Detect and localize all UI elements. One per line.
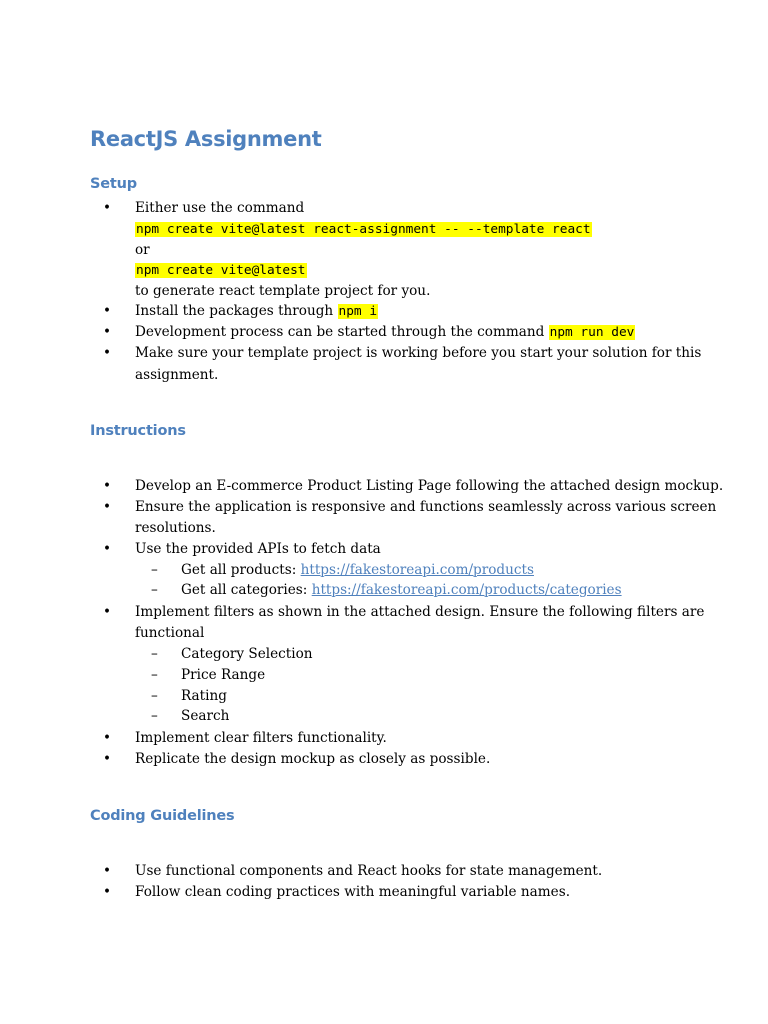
bullet: •	[103, 863, 112, 879]
setup-item-4-line-2: assignment.	[135, 367, 219, 383]
bullet: •	[103, 303, 112, 319]
instructions-item-6-text: Replicate the design mockup as closely as possible.	[135, 751, 491, 767]
setup-generate-text: to generate react template project for you.	[135, 283, 431, 299]
npm-run-dev-code: npm run dev	[549, 325, 635, 340]
bullet: •	[103, 541, 112, 557]
instructions-item-1-text: Develop an E-commerce Product Listing Page following the attached design mockup.	[135, 478, 724, 494]
dash: –	[151, 688, 158, 704]
setup-item-2-text: Install the packages through	[135, 303, 334, 319]
bullet: •	[103, 324, 112, 340]
filter-item-text: Rating	[181, 688, 227, 704]
api-categories-label: Get all categories:	[181, 582, 308, 598]
instructions-heading: Instructions	[90, 423, 186, 439]
command-plain-code: npm create vite@latest	[136, 263, 306, 278]
dash: –	[151, 562, 158, 578]
instructions-item-2-line-2: resolutions.	[135, 520, 216, 536]
filter-item-text: Price Range	[181, 667, 266, 683]
api-products-link[interactable]: https://fakestoreapi.com/products	[300, 562, 534, 578]
instructions-item-4-line-1: Implement filters as shown in the attached design. Ensure the following filters are	[135, 604, 705, 620]
bullet: •	[103, 884, 112, 900]
setup-item-4-line-1: Make sure your template project is working before you start your solution for this	[135, 345, 702, 361]
document-title: ReactJS Assignment	[90, 127, 322, 151]
bullet: •	[103, 604, 112, 620]
filter-item-text: Search	[181, 708, 230, 724]
instructions-item-4-line-2: functional	[135, 625, 205, 641]
setup-heading: Setup	[90, 176, 137, 192]
instructions-item-5-text: Implement clear filters functionality.	[135, 730, 387, 746]
api-products-label: Get all products:	[181, 562, 297, 578]
setup-or-text: or	[135, 242, 150, 258]
guidelines-item-1-text: Use functional components and React hooks for state management.	[135, 863, 603, 879]
instructions-item-2-line-1: Ensure the application is responsive and functions seamlessly across various screen	[135, 499, 717, 515]
dash: –	[151, 582, 158, 598]
filter-item-text: Category Selection	[181, 646, 313, 662]
bullet: •	[103, 499, 112, 515]
setup-item-1-text: Either use the command	[135, 200, 305, 216]
dash: –	[151, 646, 158, 662]
bullet: •	[103, 345, 112, 361]
dash: –	[151, 667, 158, 683]
bullet: •	[103, 200, 112, 216]
setup-item-3-text: Development process can be started through the command	[135, 324, 545, 340]
bullet: •	[103, 751, 112, 767]
bullet: •	[103, 730, 112, 746]
dash: –	[151, 708, 158, 724]
guidelines-item-2-text: Follow clean coding practices with meaningful variable names.	[135, 884, 571, 900]
bullet: •	[103, 478, 112, 494]
api-categories-link[interactable]: https://fakestoreapi.com/products/categories	[311, 582, 622, 598]
npm-install-code: npm i	[338, 304, 378, 319]
guidelines-heading: Coding Guidelines	[90, 808, 235, 824]
instructions-item-3-text: Use the provided APIs to fetch data	[135, 541, 381, 557]
command-template-code: npm create vite@latest react-assignment -- --template react	[136, 222, 591, 237]
